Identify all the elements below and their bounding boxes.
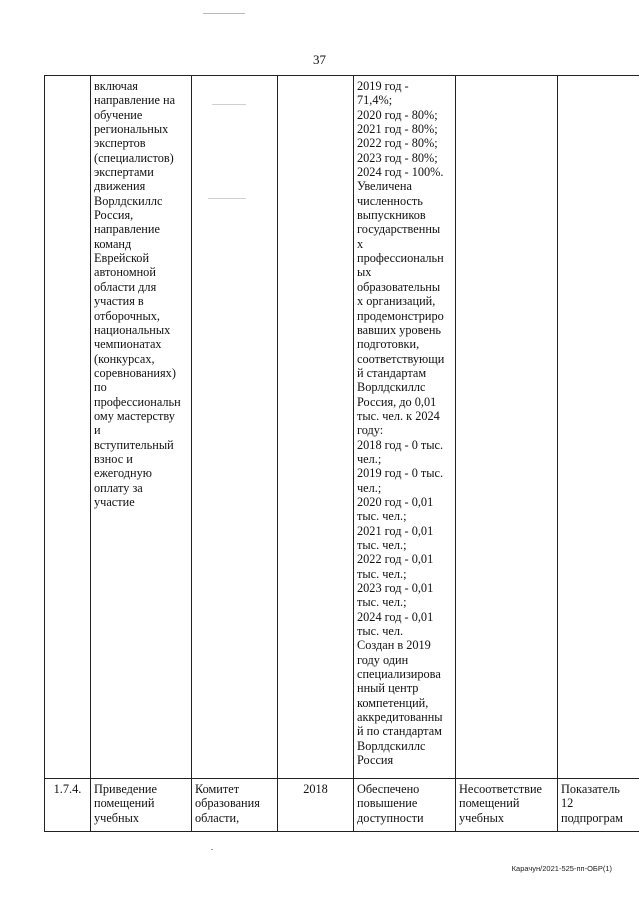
text-line: подпрограм [561, 810, 623, 825]
text-line: обучение [94, 107, 143, 122]
cell-result [354, 76, 456, 779]
text-line: по [94, 380, 107, 395]
text-line: ому мастерству [94, 408, 175, 423]
text-line: соревнованиях) [94, 365, 176, 380]
text-line: 2019 год - [357, 79, 409, 93]
cell-risk [456, 779, 558, 832]
result-lines [357, 79, 452, 768]
text-line: профессиональн [357, 251, 444, 266]
table-row-1-7-4 [45, 779, 639, 832]
cell-executor [192, 779, 278, 832]
text-line: нный центр [357, 681, 419, 696]
text-line: вавших уровень [357, 322, 442, 337]
text-line: подготовки, [357, 337, 420, 352]
text-line: 2021 год - 0,01 [357, 523, 434, 538]
text-line: тыс. чел.; [357, 509, 407, 524]
text-line: Показатель [561, 782, 620, 796]
measure-lines [94, 782, 188, 825]
text-line: Россия [357, 753, 394, 768]
page-number: 37 [313, 52, 326, 67]
measure-lines [94, 79, 188, 509]
text-line: соответствующи [357, 351, 445, 366]
text-line: тыс. чел.; [357, 538, 407, 552]
text-line: Обеспечено [357, 782, 420, 796]
text-line: году: [357, 423, 384, 438]
text-line: аккредитованны [357, 710, 443, 725]
text-line: доступности [357, 810, 424, 825]
text-line: помещений [459, 796, 520, 811]
text-line: чел.; [357, 451, 382, 466]
cell-year: 2018 [278, 779, 354, 832]
text-line: чемпионатах [94, 337, 162, 352]
text-line: и [94, 423, 101, 438]
text-line: тыс. чел.; [357, 595, 407, 610]
text-line: автономной [94, 265, 156, 280]
text-line: области для [94, 279, 157, 294]
text-line: 2024 год - 0,01 [357, 609, 434, 624]
text-line: оплату за [94, 480, 143, 495]
cell-number: 1.7.4. [45, 779, 91, 832]
scan-artifact [203, 13, 245, 14]
text-line: Россия, до 0,01 [357, 394, 437, 409]
text-line: ежегодную [94, 466, 152, 481]
text-line: экспертов [94, 136, 146, 151]
text-line: 2020 год - 80%; [357, 107, 438, 122]
text-line: профессиональн [94, 394, 181, 409]
text-line: участие [94, 494, 135, 509]
executor-lines [195, 782, 274, 825]
text-line: государственны [357, 222, 441, 237]
text-line: участия в [94, 294, 144, 309]
result-lines [357, 782, 452, 825]
scan-artifact [208, 198, 246, 199]
cell-year [278, 76, 354, 779]
cell-measure [91, 779, 192, 832]
text-line: й стандартам [357, 365, 427, 380]
cell-risk [456, 76, 558, 779]
cell-measure [91, 76, 192, 779]
text-line: ых [357, 265, 372, 280]
text-line: (специалистов) [94, 150, 174, 165]
text-line: 2021 год - 80%; [357, 122, 438, 137]
text-line: году один [357, 652, 409, 667]
indicator-lines [561, 782, 639, 825]
text-line: х организаций, [357, 294, 436, 309]
text-line: вступительный [94, 437, 174, 452]
text-line: й по стандартам [357, 724, 442, 739]
text-line: тыс. чел. к 2024 [357, 408, 440, 423]
text-line: 2022 год - 0,01 [357, 552, 434, 567]
text-line: Ворлдскиллс [94, 193, 163, 208]
text-line: помещений [94, 796, 155, 811]
text-line: направление на [94, 93, 176, 108]
text-line: отборочных, [94, 308, 160, 323]
text-line: команд [94, 236, 132, 251]
text-line: экспертами [94, 165, 154, 180]
text-line: Увеличена [357, 179, 412, 194]
text-line: национальных [94, 322, 171, 337]
text-line: Еврейской [94, 251, 150, 266]
cell-indicator [558, 76, 639, 779]
text-line: 2023 год - 80%; [357, 150, 438, 165]
text-line: 12 [561, 796, 574, 811]
text-line: х [357, 236, 364, 251]
text-line: направление [94, 222, 160, 237]
text-line: (конкурсах, [94, 351, 155, 366]
cell-indicator [558, 779, 639, 832]
text-line: 2020 год - 0,01 [357, 494, 434, 509]
text-line: региональных [94, 122, 169, 137]
cell-executor [192, 76, 278, 779]
text-line: повышение [357, 796, 418, 811]
text-line: специализирова [357, 667, 441, 682]
text-line: учебных [94, 810, 140, 825]
text-line: 2019 год - 0 тыс. [357, 466, 444, 481]
text-line: взнос и [94, 451, 133, 466]
text-line: включая [94, 79, 138, 93]
text-line: тыс. чел.; [357, 566, 407, 581]
table-row-continued [45, 76, 639, 779]
text-line: 2022 год - 80%; [357, 136, 438, 151]
text-line: образования [195, 796, 260, 811]
text-line: Ворлдскиллс [357, 738, 426, 753]
scan-artifact [212, 104, 246, 105]
program-measures-table [44, 75, 626, 832]
text-line: Несоответствие [459, 782, 543, 796]
text-line: области, [195, 810, 240, 825]
text-line: Комитет [195, 782, 240, 796]
text-line: численность [357, 193, 423, 208]
text-line: чел.; [357, 480, 382, 495]
text-line: компетенций, [357, 695, 429, 710]
cell-result [354, 779, 456, 832]
text-line: Ворлдскиллс [357, 380, 426, 395]
scan-dot [211, 849, 213, 850]
text-line: 2018 год - 0 тыс. [357, 437, 444, 452]
text-line: учебных [459, 810, 505, 825]
text-line: движения [94, 179, 146, 194]
text-line: 2024 год - 100%. [357, 165, 444, 180]
text-line: Россия, [94, 208, 134, 223]
document-code: Карачун/2021-525-пп-ОБР(1) [511, 864, 612, 873]
text-line: выпускников [357, 208, 426, 223]
text-line: продемонстриро [357, 308, 444, 323]
text-line: 2023 год - 0,01 [357, 581, 434, 596]
text-line: Создан в 2019 [357, 638, 431, 653]
cell-number [45, 76, 91, 779]
text-line: Приведение [94, 782, 157, 796]
text-line: тыс. чел. [357, 624, 404, 639]
text-line: образовательны [357, 279, 441, 294]
text-line: 71,4%; [357, 93, 393, 108]
risk-lines [459, 782, 554, 825]
